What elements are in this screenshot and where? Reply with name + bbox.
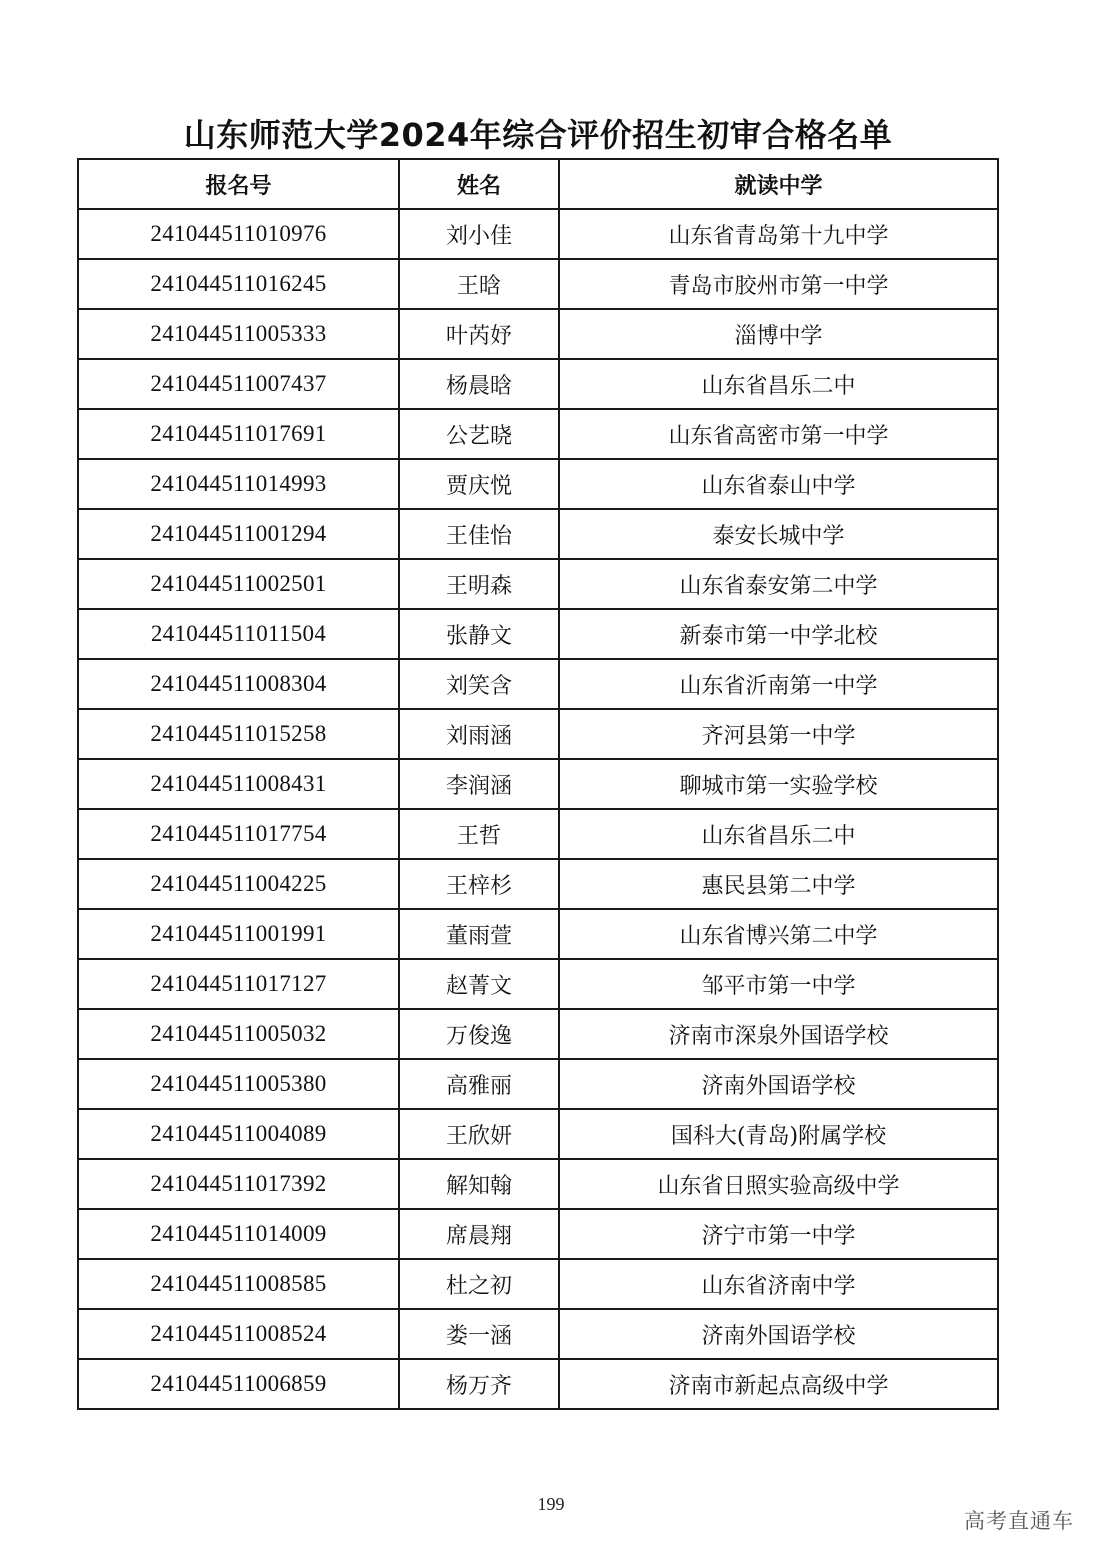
school-cell: 山东省昌乐二中 — [559, 809, 998, 859]
registration-number-cell: 241044511014009 — [78, 1209, 399, 1259]
school-cell: 山东省博兴第二中学 — [559, 909, 998, 959]
table-row — [78, 1259, 998, 1309]
registration-number-cell: 241044511011504 — [78, 609, 399, 659]
school-cell: 山东省泰山中学 — [559, 459, 998, 509]
school-cell: 泰安长城中学 — [559, 509, 998, 559]
student-name-cell: 娄一涵 — [399, 1309, 559, 1359]
table-row — [78, 709, 998, 759]
page-number: 199 — [537, 1494, 565, 1514]
student-name-cell: 杨晨晗 — [399, 359, 559, 409]
registration-number-cell: 241044511002501 — [78, 559, 399, 609]
student-name-cell: 赵菁文 — [399, 959, 559, 1009]
table-row — [78, 859, 998, 909]
watermark-logo: 高考直通车 — [964, 1509, 1074, 1533]
table-header — [78, 159, 998, 209]
student-name-cell: 李润涵 — [399, 759, 559, 809]
table-row — [78, 759, 998, 809]
student-name-cell: 杜之初 — [399, 1259, 559, 1309]
school-cell: 山东省泰安第二中学 — [559, 559, 998, 609]
student-name-cell: 高雅丽 — [399, 1059, 559, 1109]
school-cell: 济南市深泉外国语学校 — [559, 1009, 998, 1059]
school-cell: 济南外国语学校 — [559, 1059, 998, 1109]
table-row — [78, 1059, 998, 1109]
registration-number-cell: 241044511014993 — [78, 459, 399, 509]
table-row — [78, 959, 998, 1009]
registration-number-cell: 241044511008524 — [78, 1309, 399, 1359]
registration-number-cell: 241044511005333 — [78, 309, 399, 359]
school-cell: 山东省日照实验高级中学 — [559, 1159, 998, 1209]
header-school: 就读中学 — [559, 159, 998, 209]
registration-number-cell: 241044511001294 — [78, 509, 399, 559]
table-row — [78, 909, 998, 959]
registration-number-cell: 241044511016245 — [78, 259, 399, 309]
student-name-cell: 王哲 — [399, 809, 559, 859]
table-row — [78, 259, 998, 309]
table-row — [78, 609, 998, 659]
table-row — [78, 209, 998, 259]
school-cell: 济南市新起点高级中学 — [559, 1359, 998, 1409]
school-cell: 青岛市胶州市第一中学 — [559, 259, 998, 309]
registration-number-cell: 241044511005032 — [78, 1009, 399, 1059]
school-cell: 淄博中学 — [559, 309, 998, 359]
school-cell: 济宁市第一中学 — [559, 1209, 998, 1259]
table-row — [78, 459, 998, 509]
table-body — [78, 209, 998, 1409]
registration-number-cell: 241044511017392 — [78, 1159, 399, 1209]
table-row — [78, 559, 998, 609]
student-name-cell: 刘笑含 — [399, 659, 559, 709]
admission-list-table — [77, 158, 999, 1410]
student-name-cell: 王明森 — [399, 559, 559, 609]
school-cell: 山东省沂南第一中学 — [559, 659, 998, 709]
student-name-cell: 王佳怡 — [399, 509, 559, 559]
student-name-cell: 贾庆悦 — [399, 459, 559, 509]
school-cell: 山东省昌乐二中 — [559, 359, 998, 409]
registration-number-cell: 241044511008304 — [78, 659, 399, 709]
student-name-cell: 王欣妍 — [399, 1109, 559, 1159]
registration-number-cell: 241044511017127 — [78, 959, 399, 1009]
school-cell: 邹平市第一中学 — [559, 959, 998, 1009]
registration-number-cell: 241044511008585 — [78, 1259, 399, 1309]
student-name-cell: 刘小佳 — [399, 209, 559, 259]
table-row — [78, 409, 998, 459]
school-cell: 聊城市第一实验学校 — [559, 759, 998, 809]
table-row — [78, 1009, 998, 1059]
registration-number-cell: 241044511017754 — [78, 809, 399, 859]
registration-number-cell: 241044511005380 — [78, 1059, 399, 1109]
school-cell: 国科大(青岛)附属学校 — [559, 1109, 998, 1159]
student-name-cell: 叶芮妤 — [399, 309, 559, 359]
student-name-cell: 刘雨涵 — [399, 709, 559, 759]
student-name-cell: 万俊逸 — [399, 1009, 559, 1059]
table-row — [78, 309, 998, 359]
registration-number-cell: 241044511004089 — [78, 1109, 399, 1159]
table-row — [78, 1309, 998, 1359]
table-row — [78, 359, 998, 409]
student-name-cell: 杨万齐 — [399, 1359, 559, 1409]
registration-number-cell: 241044511017691 — [78, 409, 399, 459]
table-row — [78, 1159, 998, 1209]
table-row — [78, 659, 998, 709]
registration-number-cell: 241044511008431 — [78, 759, 399, 809]
student-name-cell: 解知翰 — [399, 1159, 559, 1209]
school-cell: 山东省青岛第十九中学 — [559, 209, 998, 259]
school-cell: 山东省济南中学 — [559, 1259, 998, 1309]
registration-number-cell: 241044511010976 — [78, 209, 399, 259]
header-name: 姓名 — [399, 159, 559, 209]
document-title: 山东师范大学2024年综合评价招生初审合格名单 — [183, 116, 893, 154]
table-header-row — [78, 159, 998, 209]
header-registration-number: 报名号 — [78, 159, 399, 209]
school-cell: 山东省高密市第一中学 — [559, 409, 998, 459]
student-name-cell: 席晨翔 — [399, 1209, 559, 1259]
registration-number-cell: 241044511007437 — [78, 359, 399, 409]
registration-number-cell: 241044511006859 — [78, 1359, 399, 1409]
school-cell: 济南外国语学校 — [559, 1309, 998, 1359]
table-row — [78, 1209, 998, 1259]
registration-number-cell: 241044511001991 — [78, 909, 399, 959]
table-row — [78, 1359, 998, 1409]
table-row — [78, 809, 998, 859]
table-row — [78, 509, 998, 559]
student-name-cell: 董雨萱 — [399, 909, 559, 959]
school-cell: 惠民县第二中学 — [559, 859, 998, 909]
student-name-cell: 张静文 — [399, 609, 559, 659]
student-name-cell: 公艺晓 — [399, 409, 559, 459]
registration-number-cell: 241044511015258 — [78, 709, 399, 759]
student-name-cell: 王梓杉 — [399, 859, 559, 909]
school-cell: 新泰市第一中学北校 — [559, 609, 998, 659]
student-name-cell: 王晗 — [399, 259, 559, 309]
registration-number-cell: 241044511004225 — [78, 859, 399, 909]
school-cell: 齐河县第一中学 — [559, 709, 998, 759]
table-row — [78, 1109, 998, 1159]
